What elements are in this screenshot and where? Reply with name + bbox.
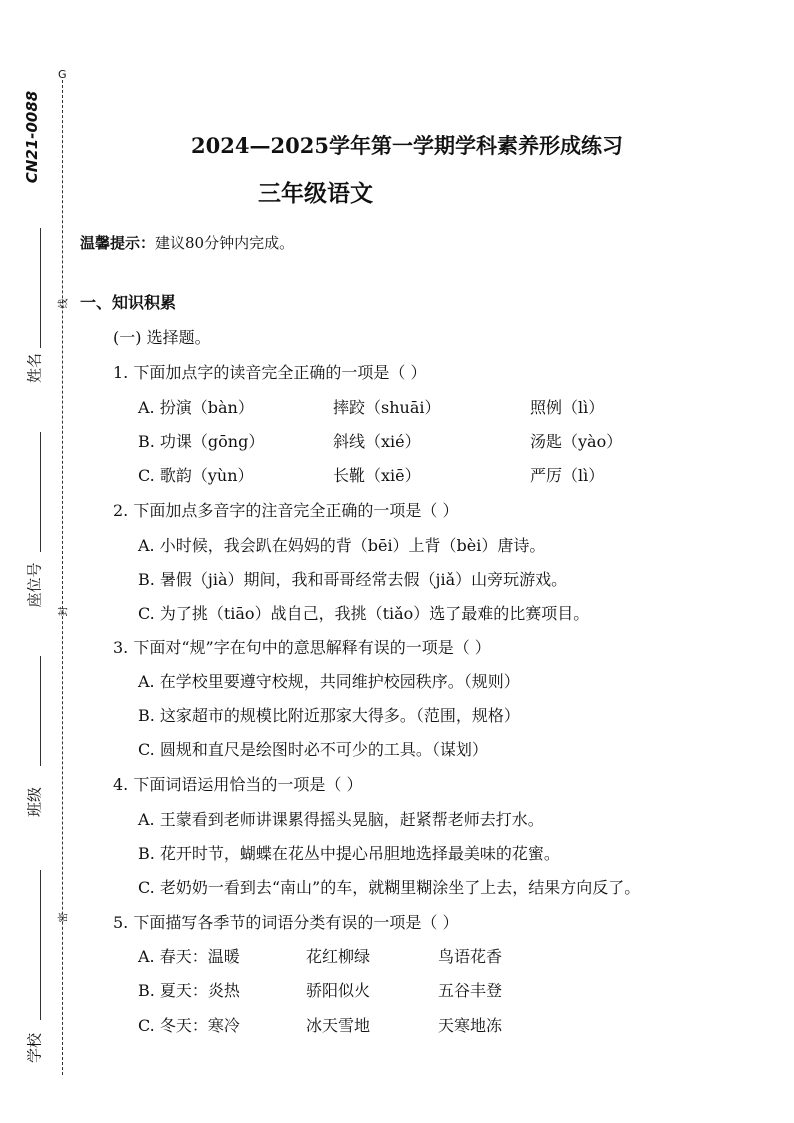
option-text: 冰天雪地 <box>306 1016 371 1035</box>
option-text: C. 冬天：寒冷 <box>138 1016 240 1035</box>
seal-mark-xian: 线 <box>58 298 70 309</box>
option-text: 长靴（xiē） <box>333 466 421 485</box>
question-3-option-b: B. 这家超市的规模比附近那家大得多。（范围，规格） <box>138 706 520 725</box>
question-5-stem: 5. 下面描写各季节的词语分类有误的一项是（ ） <box>113 913 459 932</box>
exam-title: 2024—2025学年第一学期学科素养形成练习 <box>191 133 623 158</box>
exam-code: CN21-0088 <box>23 90 41 184</box>
name-label: 姓名 <box>25 352 44 384</box>
section-heading: 一、知识积累 <box>80 293 177 312</box>
option-text: 照例（lì） <box>530 398 605 417</box>
seal-mark-feng: 封 <box>58 606 70 617</box>
tip <box>80 232 294 253</box>
exam-subtitle: 三年级语文 <box>258 180 373 207</box>
seat-field-line[interactable] <box>40 432 41 552</box>
school-field-line[interactable] <box>40 870 41 1020</box>
seat-label: 座位号 <box>25 562 44 608</box>
option-text: B. 夏天：炎热 <box>138 981 240 1000</box>
option-text: 骄阳似火 <box>306 981 371 1000</box>
question-2-option-a: A. 小时候，我会趴在妈妈的背（bēi）上背（bèi）唐诗。 <box>138 536 546 555</box>
option-text: 鸟语花香 <box>438 947 503 966</box>
question-4-option-b: B. 花开时节，蝴蝶在花丛中提心吊胆地选择最美味的花蜜。 <box>138 844 560 863</box>
school-label: 学校 <box>25 1032 44 1064</box>
option-text: B. 功课（gōng） <box>138 432 265 451</box>
option-text: 花红柳绿 <box>306 947 371 966</box>
option-text: 严厉（lì） <box>530 466 605 485</box>
question-3-stem: 3. 下面对“规”字在句中的意思解释有误的一项是（ ） <box>113 638 491 657</box>
subsection-heading: (一) 选择题。 <box>113 328 211 347</box>
option-text: 摔跤（shuāi） <box>333 398 441 417</box>
option-text: A. 春天：温暖 <box>138 947 240 966</box>
class-label: 班级 <box>25 786 44 818</box>
question-4-option-c: C. 老奶奶一看到去“南山”的车，就糊里糊涂坐了上去，结果方向反了。 <box>138 878 641 897</box>
seal-mark-mi: 密 <box>58 912 70 923</box>
question-4-option-a: A. 王蒙看到老师讲课累得摇头晃脑，赶紧帮老师去打水。 <box>138 810 544 829</box>
g-mark: G <box>58 68 67 81</box>
question-3-option-c: C. 圆规和直尺是绘图时必不可少的工具。（谋划） <box>138 740 488 759</box>
option-text: C. 歌韵（yùn） <box>138 466 254 485</box>
question-3-option-a: A. 在学校里要遵守校规，共同维护校园秩序。（规则） <box>138 672 520 691</box>
option-text: 汤匙（yào） <box>530 432 623 451</box>
question-2-stem: 2. 下面加点多音字的注音完全正确的一项是（ ） <box>113 501 459 520</box>
option-text: 五谷丰登 <box>438 981 503 1000</box>
option-text: 斜线（xié） <box>333 432 421 451</box>
option-text: A. 扮演（bàn） <box>138 398 254 417</box>
binding-margin <box>0 0 80 1123</box>
option-text: 天寒地冻 <box>438 1016 503 1035</box>
question-1-stem: 1. 下面加点字的读音完全正确的一项是（ ） <box>113 363 427 382</box>
class-field-line[interactable] <box>40 656 41 766</box>
question-2-option-b: B. 暑假（jià）期间，我和哥哥经常去假（jiǎ）山旁玩游戏。 <box>138 570 568 589</box>
tip-text: 建议80分钟内完成。 <box>155 234 295 252</box>
seal-dashed-line <box>62 80 63 1075</box>
tip-label: 温馨提示： <box>80 234 156 252</box>
name-field-line[interactable] <box>40 228 41 348</box>
question-4-stem: 4. 下面词语运用恰当的一项是（ ） <box>113 775 363 794</box>
question-2-option-c: C. 为了挑（tiāo）战自己，我挑（tiǎo）选了最难的比赛项目。 <box>138 604 590 623</box>
